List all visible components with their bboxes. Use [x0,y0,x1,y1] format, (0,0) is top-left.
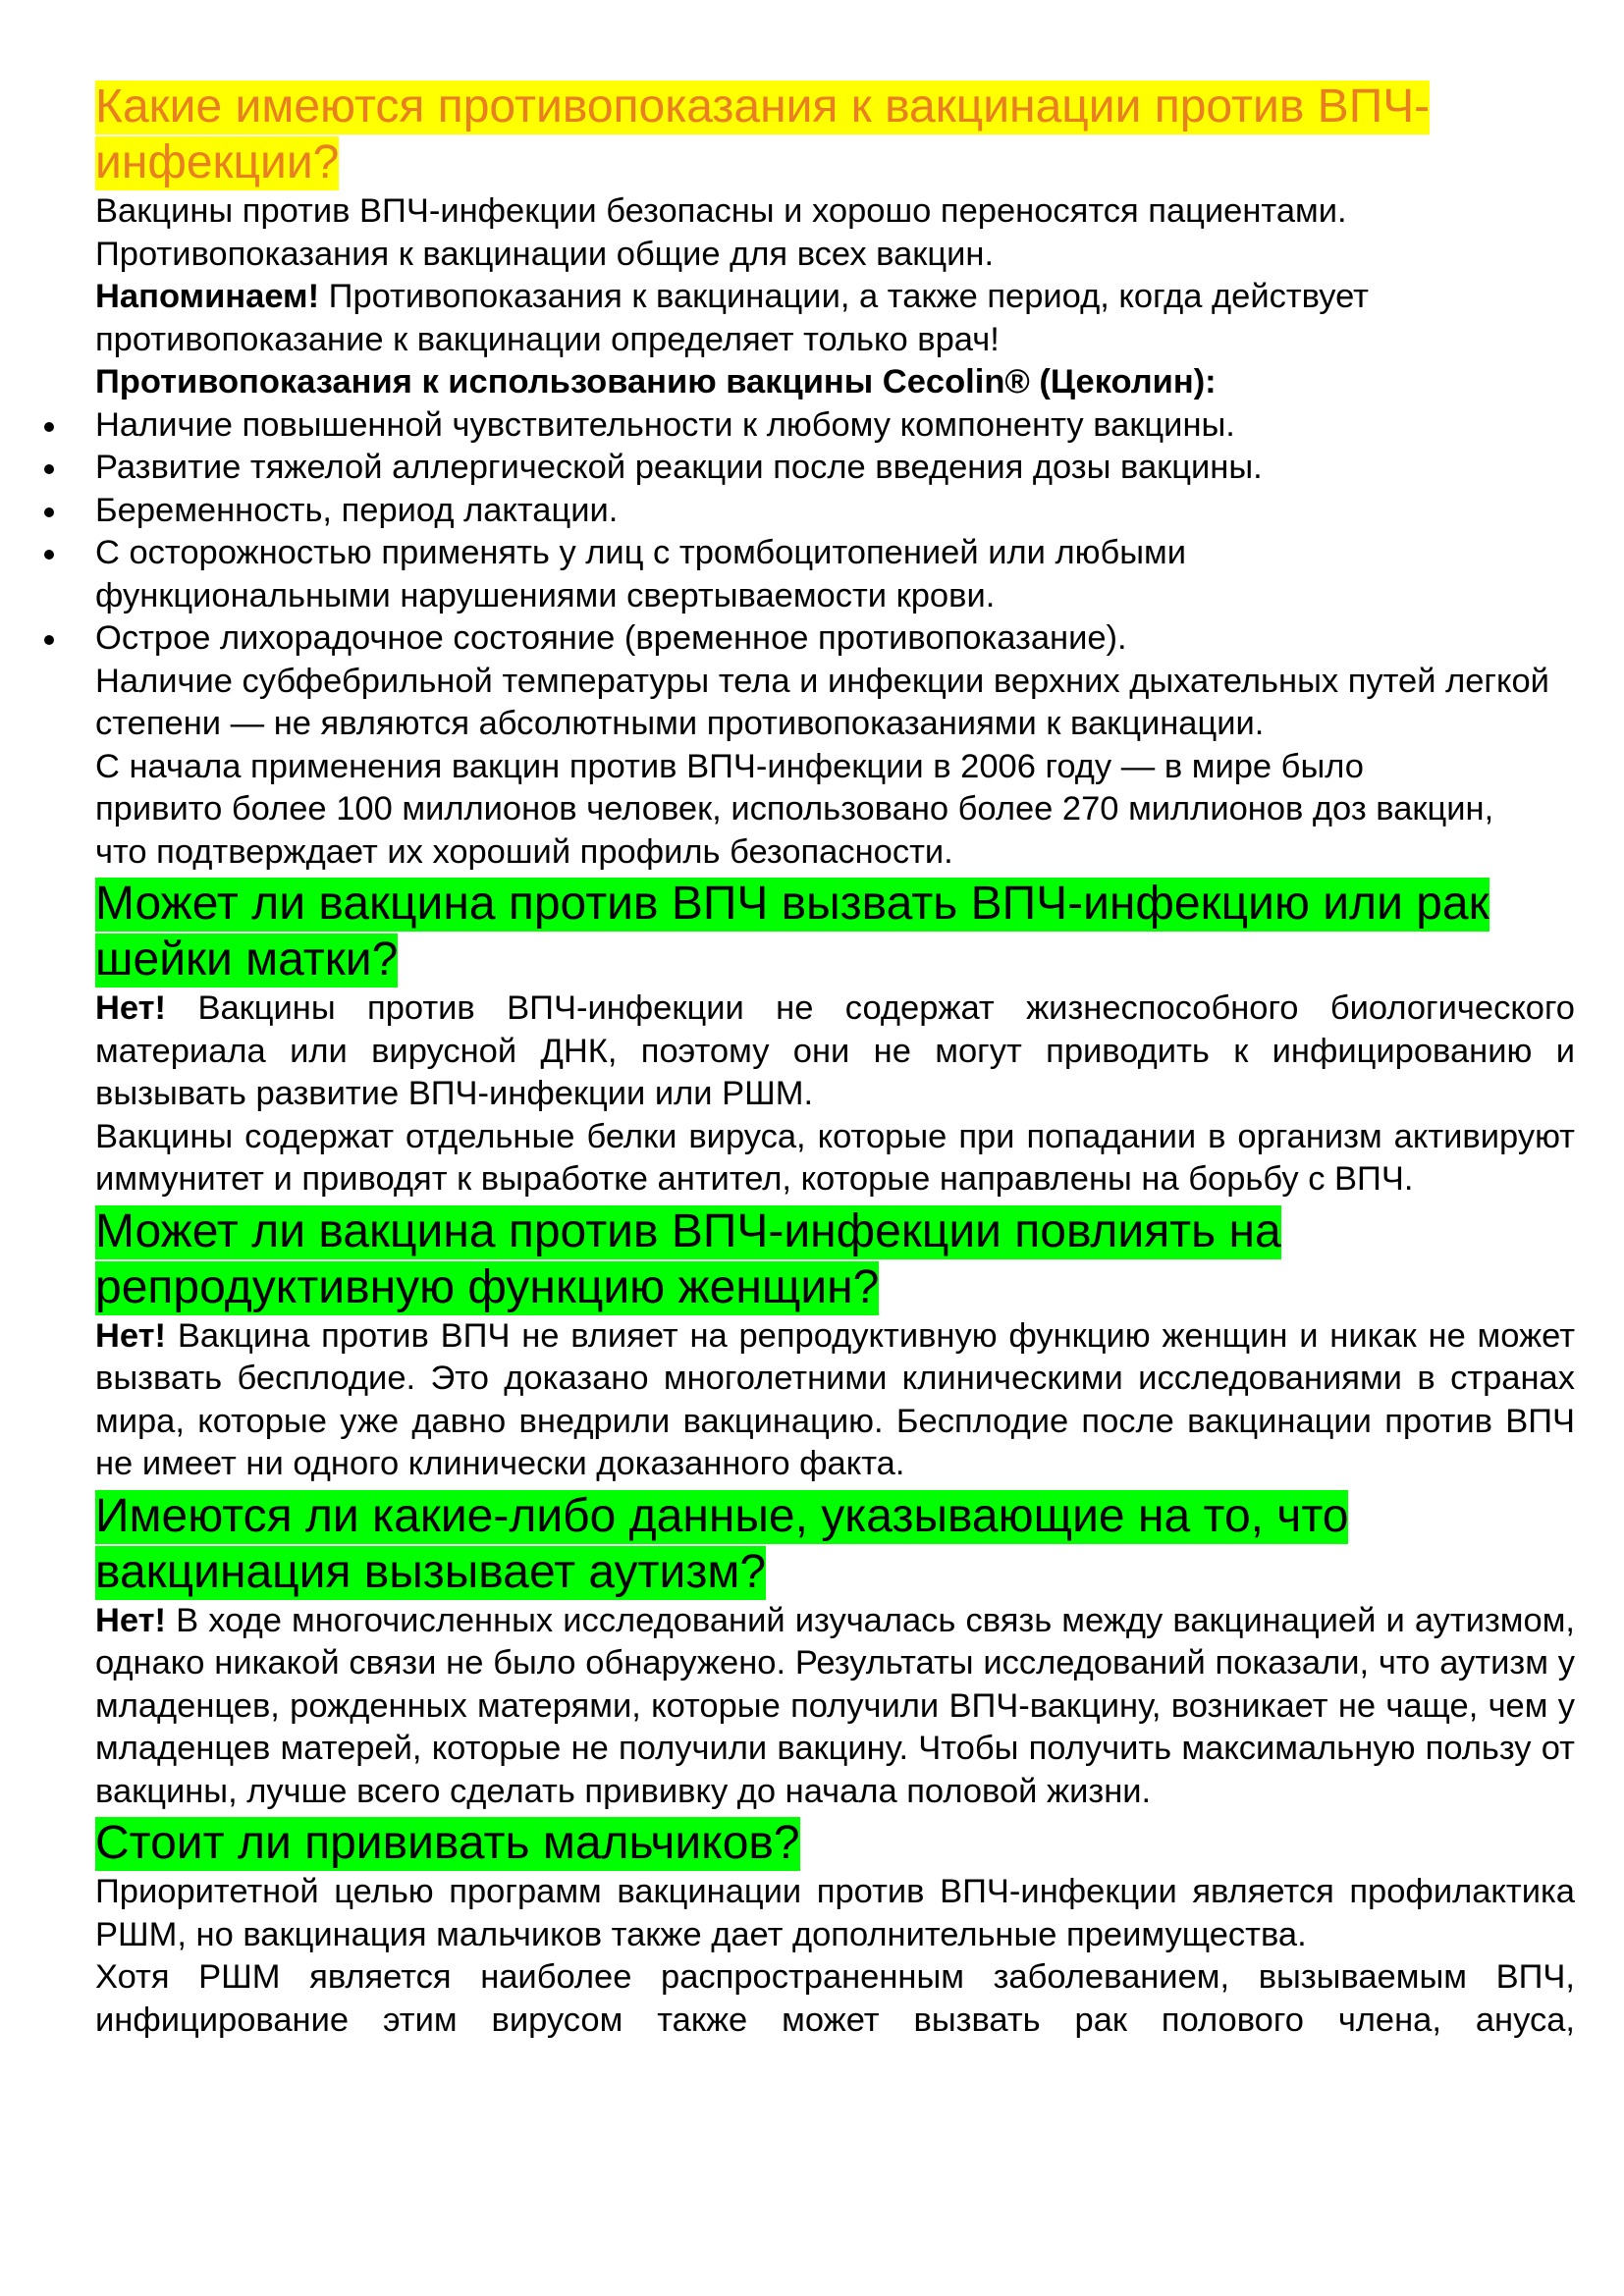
paragraph [95,190,1575,234]
section-reproductive-function [95,1203,1575,1486]
heading-boys-vaccination [95,1815,1575,1871]
paragraph [95,746,1575,875]
list-item [95,404,1575,448]
section-boys-vaccination [95,1815,1575,2042]
list-item [95,532,1575,617]
paragraph [95,1116,1575,1201]
paragraph-text: Вакцины против ВПЧ-инфекции не содержат жизнеспособного биологического материала или вирусной ДНК, поэтому они не могут приводить к инфицированию и вызывать развитие ВПЧ-инфекции или РШМ. [95,989,1575,1112]
reminder-label: Напоминаем! [95,278,320,315]
paragraph [95,1871,1575,1956]
reminder-paragraph [95,276,1575,361]
heading-highlight: Какие имеются противопоказания к вакцинации против ВПЧ-инфекции? [95,80,1431,188]
paragraph-text: С начала применения вакцин против ВПЧ-инфекции в 2006 году — в мире было привито более 100 миллионов человек, использовано более 270 миллионов доз вакцин, что подтверждает их хороший профиль безопасности. [95,747,1494,871]
heading-highlight: Может ли вакцина против ВПЧ вызвать ВПЧ-инфекцию или рак шейки матки? [95,878,1489,986]
list-item-text: С осторожностью применять у лиц с тромбоцитопенией или любыми функциональными нарушениями свертываемости крови. [95,534,1187,614]
list-item-text: Развитие тяжелой аллергической реакции после введения дозы вакцины. [95,449,1263,486]
heading-autism [95,1488,1575,1600]
section-autism [95,1488,1575,1814]
section-contraindications [95,79,1575,874]
paragraph [95,234,1575,277]
paragraph [95,1956,1575,2042]
list-item [95,447,1575,490]
answer-label: Нет! [95,1601,167,1639]
bullet-icon [44,464,54,474]
document-page [95,79,1575,2042]
heading-reproductive-function [95,1203,1575,1315]
paragraph [95,661,1575,746]
heading-highlight: Имеются ли какие-либо данные, указывающие на то, что вакцинация вызывает аутизм? [95,1489,1349,1598]
heading-highlight: Стоит ли прививать мальчиков? [95,1817,800,1869]
paragraph-text: Противопоказания к вакцинации общие для всех вакцин. [95,235,995,273]
paragraph-text: Приоритетной целью программ вакцинации против ВПЧ-инфекции является профилактика РШМ, но вакцинация мальчиков также дает дополнительные преимущества. [95,1873,1575,1953]
paragraph-text: В ходе многочисленных исследований изучалась связь между вакцинацией и аутизмом, однако никакой связи не было обнаружено. Результаты исследований показали, что аутизм у младенцев, рожденных матерями, которые получили ВПЧ-вакцину, возникает не чаще, чем у младенцев матерей, которые не получили вакцину. Чтобы получить максимальную пользу от вакцины, лучше всего сделать прививку до начала половой жизни. [95,1601,1575,1810]
bullet-icon [44,422,54,432]
cecolin-subheading [95,361,1575,404]
contraindications-list [95,404,1575,661]
list-item [95,490,1575,533]
list-item-text: Наличие повышенной чувствительности к любому компоненту вакцины. [95,405,1235,444]
heading-vaccine-cause-infection [95,876,1575,988]
heading-contraindications [95,79,1575,190]
list-item-text: Беременность, период лактации. [95,491,619,529]
list-item-text: Острое лихорадочное состояние (временное противопоказание). [95,619,1127,657]
paragraph-text: Хотя РШМ является наиболее распространенным заболеванием, вызываемым ВПЧ, инфицирование этим вирусом также может вызвать рак полового члена, ануса, [95,1958,1575,2039]
paragraph-text: Вакцины содержат отдельные белки вируса, которые при попадании в организм активируют иммунитет и приводят к выработке антител, которые направлены на борьбу с ВПЧ. [95,1117,1575,1198]
section-vaccine-cause-infection [95,876,1575,1201]
subheading-text: Противопоказания к использованию вакцины Cecolin® (Цеколин): [95,363,1217,400]
paragraph [95,988,1575,1116]
paragraph [95,1315,1575,1486]
paragraph [95,1600,1575,1814]
paragraph-text: Вакцина против ВПЧ не влияет на репродуктивную функцию женщин и никак не может вызвать бесплодие. Это доказано многолетними клиническими исследованиями в странах мира, которые уже давно внедрили вакцинацию. Бесплодие после вакцинации против ВПЧ не имеет ни одного клинически доказанного факта. [95,1316,1575,1482]
answer-label: Нет! [95,1316,167,1355]
heading-highlight: Может ли вакцина против ВПЧ-инфекции повлиять на репродуктивную функцию женщин? [95,1204,1281,1313]
answer-label: Нет! [95,989,167,1027]
paragraph-text: Наличие субфебрильной температуры тела и инфекции верхних дыхательных путей легкой степени — не являются абсолютными противопоказаниями к вакцинации. [95,662,1549,742]
paragraph-text: Противопоказания к вакцинации, а также период, когда действует противопоказание к вакцинации определяет только врач! [95,278,1369,358]
list-item [95,617,1575,661]
bullet-icon [44,507,54,517]
paragraph-text: Вакцины против ВПЧ-инфекции безопасны и хорошо переносятся пациентами. [95,192,1347,230]
bullet-icon [44,635,54,645]
bullet-icon [44,550,54,560]
